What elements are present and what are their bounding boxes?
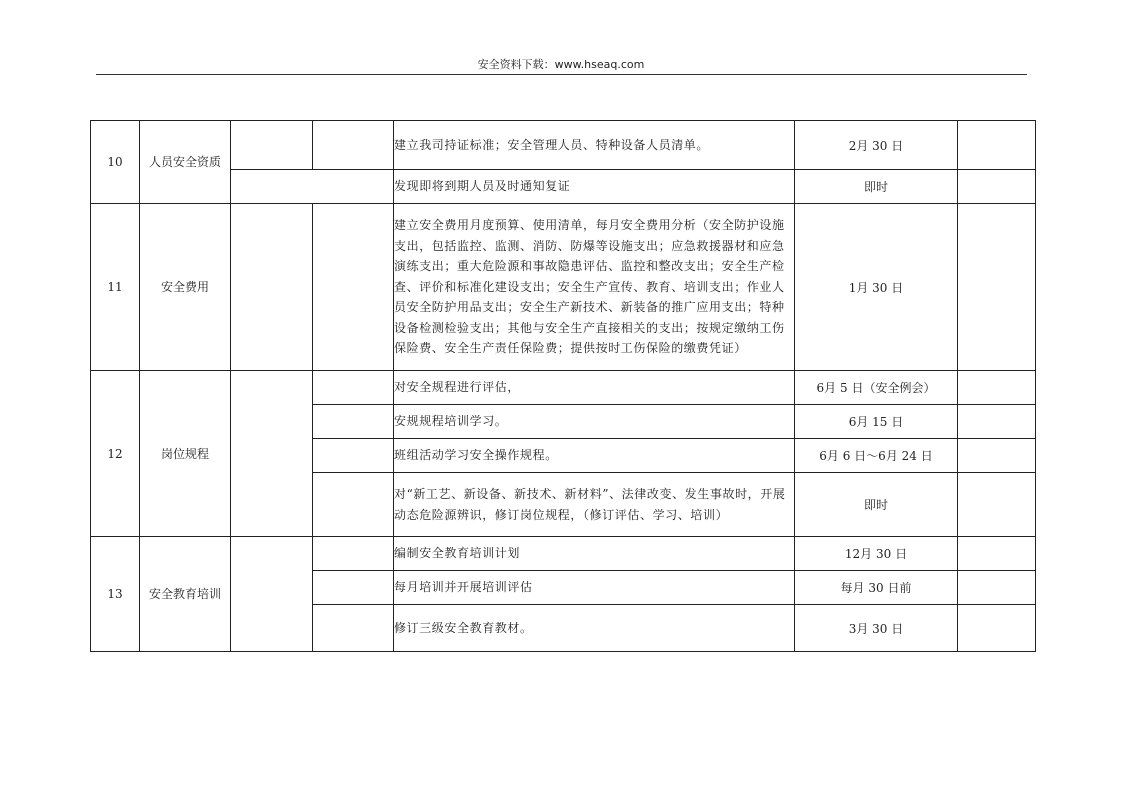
time-cell: 3月 30 日 — [795, 605, 958, 652]
empty-cell — [313, 439, 394, 473]
empty-cell — [231, 537, 313, 652]
time-cell: 2月 30 日 — [795, 121, 958, 170]
content-cell: 建立我司持证标准；安全管理人员、特种设备人员清单。 — [394, 121, 795, 170]
empty-cell — [313, 405, 394, 439]
empty-cell — [313, 371, 394, 405]
time-cell: 6月 15 日 — [795, 405, 958, 439]
content-cell: 修订三级安全教育教材。 — [394, 605, 795, 652]
empty-cell — [958, 473, 1036, 537]
empty-cell — [231, 170, 394, 204]
time-cell: 每月 30 日前 — [795, 571, 958, 605]
item-name: 岗位规程 — [140, 371, 231, 537]
item-name: 人员安全资质 — [140, 121, 231, 204]
content-cell: 班组活动学习安全操作规程。 — [394, 439, 795, 473]
empty-cell — [231, 371, 313, 537]
content-cell: 编制安全教育培训计划 — [394, 537, 795, 571]
table-row — [91, 371, 1036, 405]
row-number: 10 — [91, 121, 140, 204]
content-cell: 安规规程培训学习。 — [394, 405, 795, 439]
time-cell: 12月 30 日 — [795, 537, 958, 571]
table-row — [91, 121, 1036, 170]
time-cell: 6月 6 日～6月 24 日 — [795, 439, 958, 473]
empty-cell — [313, 204, 394, 371]
time-cell: 即时 — [795, 473, 958, 537]
time-cell: 6月 5 日（安全例会） — [795, 371, 958, 405]
empty-cell — [958, 371, 1036, 405]
empty-cell — [958, 204, 1036, 371]
table-row — [91, 537, 1036, 571]
empty-cell — [958, 170, 1036, 204]
table-row — [91, 170, 1036, 204]
row-number: 12 — [91, 371, 140, 537]
header-rule — [96, 74, 1027, 75]
empty-cell — [313, 571, 394, 605]
empty-cell — [958, 571, 1036, 605]
content-cell: 对安全规程进行评估， — [394, 371, 795, 405]
page-header: 安全资料下载：www.hseaq.com — [477, 58, 645, 71]
empty-cell — [231, 204, 313, 371]
item-name: 安全教育培训 — [140, 537, 231, 652]
row-number: 11 — [91, 204, 140, 371]
content-cell: 建立安全费用月度预算、使用清单，每月安全费用分析（安全防护设施支出，包括监控、监测、消防、防爆等设施支出；应急救援器材和应急演练支出；重大危险源和事故隐患评估、监控和整改支出；安全生产检查、评价和标准化建设支出；安全生产宣传、教育、培训支出；作业人员安全防护用品支出；安全生产新技术、新装备的推广应用支出；特种设备检测检验支出；其他与安全生产直接相关的支出；按规定缴纳工伤保险费、安全生产责任保险费；提供按时工伤保险的缴费凭证） — [394, 204, 795, 371]
empty-cell — [958, 121, 1036, 170]
plan-table — [90, 120, 1036, 652]
empty-cell — [958, 605, 1036, 652]
content-cell: 每月培训并开展培训评估 — [394, 571, 795, 605]
empty-cell — [958, 405, 1036, 439]
content-cell: 发现即将到期人员及时通知复证 — [394, 170, 795, 204]
empty-cell — [313, 605, 394, 652]
time-cell: 1月 30 日 — [795, 204, 958, 371]
empty-cell — [958, 537, 1036, 571]
empty-cell — [313, 537, 394, 571]
content-cell: 对“新工艺、新设备、新技术、新材料”、法律改变、发生事故时，开展动态危险源辨识，修订岗位规程，（修订评估、学习、培训） — [394, 473, 795, 537]
time-cell: 即时 — [795, 170, 958, 204]
row-number: 13 — [91, 537, 140, 652]
item-name: 安全费用 — [140, 204, 231, 371]
empty-cell — [231, 121, 313, 170]
table-row — [91, 204, 1036, 371]
empty-cell — [313, 121, 394, 170]
empty-cell — [313, 473, 394, 537]
empty-cell — [958, 439, 1036, 473]
